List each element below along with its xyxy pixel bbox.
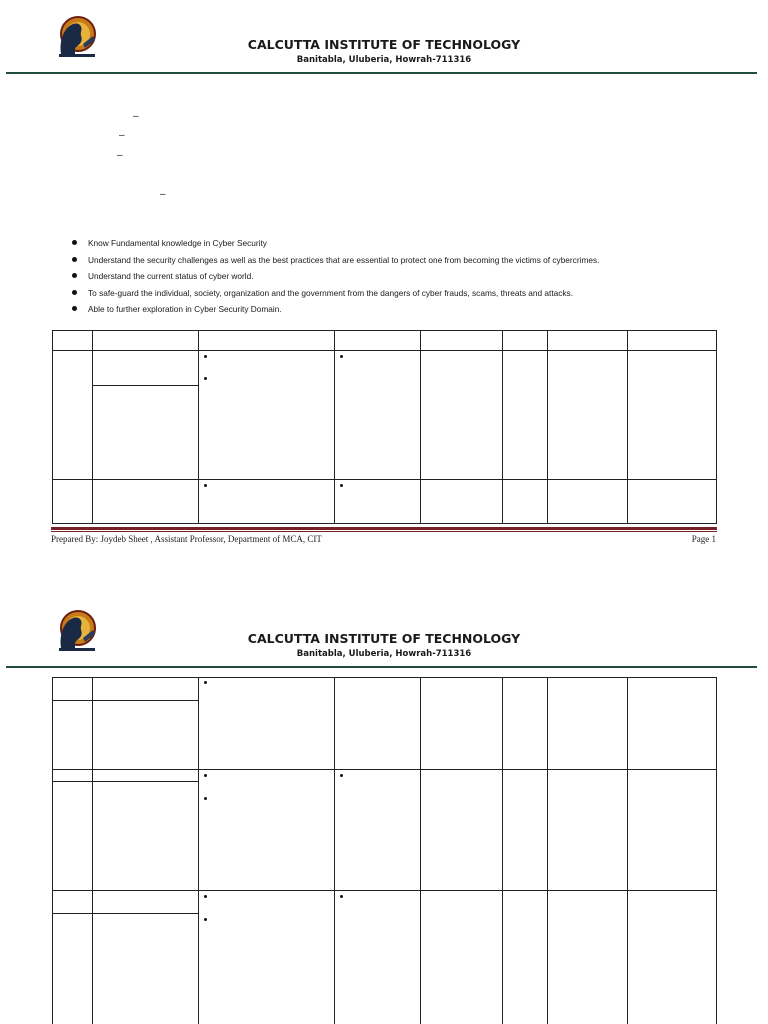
prepared-by: Prepared By: Joydeb Sheet , Assistant Professor, Department of MCA, CIT <box>51 534 322 544</box>
bullet-icon <box>72 290 77 295</box>
syllabus-table-continued <box>52 677 717 1024</box>
table-border <box>52 677 53 1024</box>
dash-mark: – <box>117 150 123 161</box>
bullet-icon <box>340 355 343 358</box>
table-col-divider <box>502 677 503 1024</box>
institute-name: CALCUTTA INSTITUTE OF TECHNOLOGY <box>247 631 521 646</box>
table-col-divider <box>547 330 548 524</box>
table-border <box>52 330 53 524</box>
bullet-icon <box>204 774 207 777</box>
objective-item: Know Fundamental knowledge in Cyber Security <box>70 235 720 252</box>
table-border <box>52 523 717 524</box>
institute-name: CALCUTTA INSTITUTE OF TECHNOLOGY <box>247 37 521 52</box>
footer-rule <box>51 531 717 532</box>
institute-address: Banitabla, Uluberia, Howrah-711316 <box>296 649 472 659</box>
page-number: Page 1 <box>691 534 716 544</box>
dash-mark: – <box>160 189 166 200</box>
dash-mark: – <box>119 130 125 141</box>
table-col-divider <box>334 330 335 524</box>
bullet-icon <box>340 895 343 898</box>
table-row-divider <box>52 781 199 782</box>
table-row-divider <box>52 769 717 770</box>
table-col-divider <box>502 330 503 524</box>
course-objectives-list <box>70 235 720 318</box>
table-col-divider <box>420 330 421 524</box>
table-col-divider <box>198 677 199 1024</box>
bullet-icon <box>204 797 207 800</box>
table-row-divider <box>52 913 199 914</box>
objective-item: Understand the security challenges as well as the best practices that are essential to protect one from becoming the victims of cybercrimes. <box>70 252 720 269</box>
header-rule <box>6 72 757 74</box>
header-rule <box>6 666 757 668</box>
syllabus-table <box>52 330 717 524</box>
table-col-divider <box>627 677 628 1024</box>
table-border <box>716 330 717 524</box>
bullet-icon <box>204 377 207 380</box>
table-col-divider <box>92 330 93 524</box>
objective-item: Able to further exploration in Cyber Security Domain. <box>70 301 720 318</box>
table-row-divider <box>52 479 717 480</box>
table-row-divider <box>52 350 717 351</box>
bullet-icon <box>72 306 77 311</box>
table-col-divider <box>198 330 199 524</box>
table-col-divider <box>627 330 628 524</box>
bullet-icon <box>72 273 77 278</box>
table-row-divider <box>93 385 199 386</box>
bullet-icon <box>72 240 77 245</box>
table-row-divider <box>52 700 199 701</box>
table-border <box>52 677 717 678</box>
institute-address: Banitabla, Uluberia, Howrah-711316 <box>296 55 472 65</box>
objective-item: Understand the current status of cyber world. <box>70 268 720 285</box>
table-border <box>52 330 717 331</box>
footer-rule <box>51 527 717 530</box>
bullet-icon <box>340 484 343 487</box>
table-col-divider <box>547 677 548 1024</box>
dash-mark: – <box>133 111 139 122</box>
bullet-icon <box>72 257 77 262</box>
table-border <box>716 677 717 1024</box>
table-row-divider <box>52 890 717 891</box>
bullet-icon <box>204 895 207 898</box>
table-col-divider <box>334 677 335 1024</box>
objective-item: To safe-guard the individual, society, organization and the government from the dangers of cyber frauds, scams, threats and attacks. <box>70 285 720 302</box>
page-2 <box>0 588 768 1024</box>
bullet-icon <box>204 484 207 487</box>
table-col-divider <box>420 677 421 1024</box>
table-col-divider <box>92 677 93 1024</box>
bullet-icon <box>204 918 207 921</box>
bullet-icon <box>204 355 207 358</box>
bullet-icon <box>340 774 343 777</box>
bullet-icon <box>204 681 207 684</box>
